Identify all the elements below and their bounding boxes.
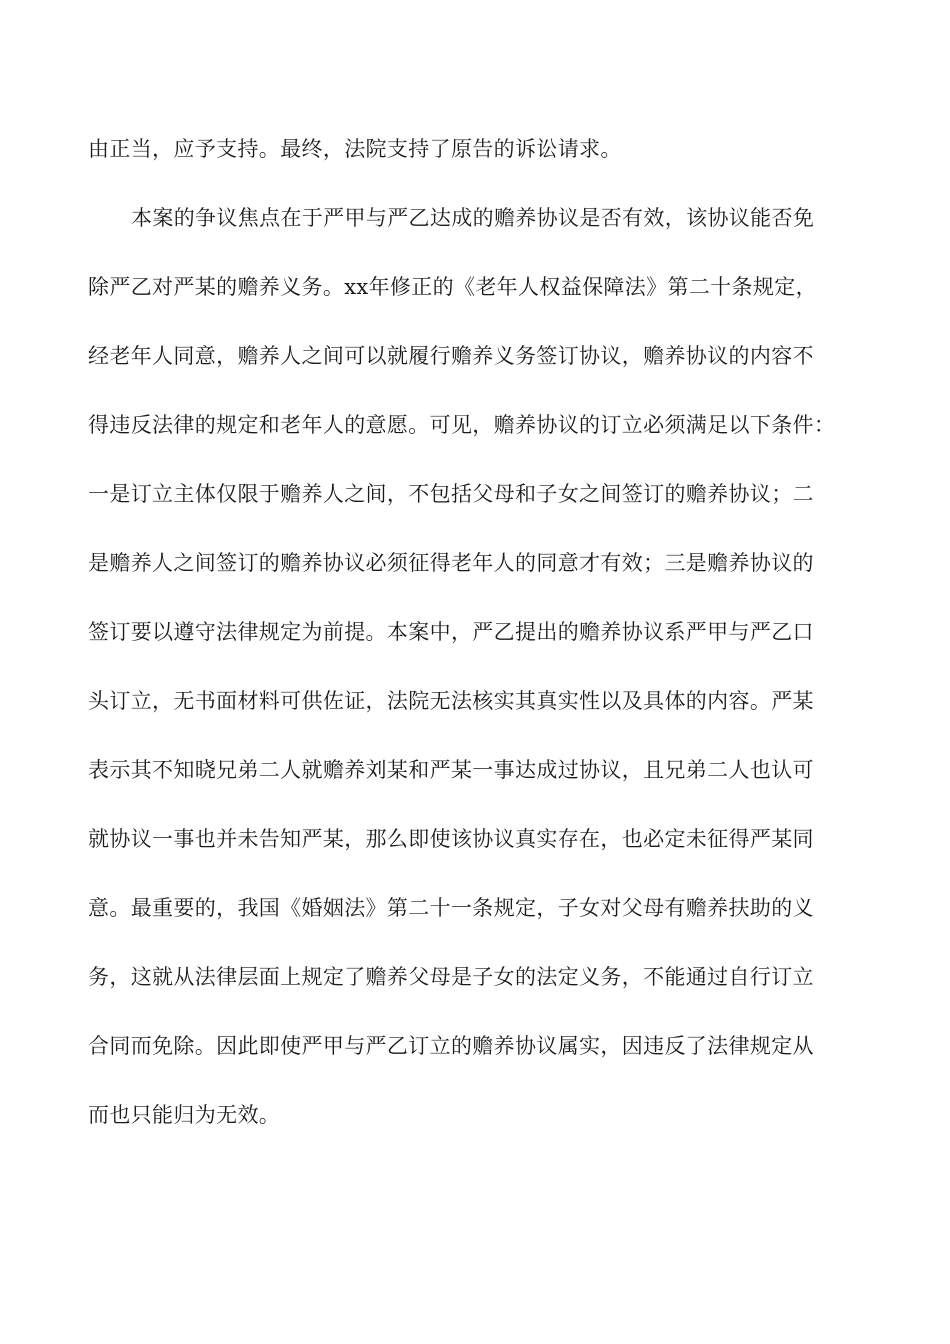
text-line: 签订要以遵守法律规定为前提。本案中，严乙提出的赡养协议系严甲与严乙口 <box>88 620 814 644</box>
text-line: 经老年人同意，赡养人之间可以就履行赡养义务签订协议，赡养协议的内容不 <box>88 344 814 368</box>
text-line: 一是订立主体仅限于赡养人之间，不包括父母和子女之间签订的赡养协议；二 <box>88 482 814 506</box>
text-line: 表示其不知晓兄弟二人就赡养刘某和严某一事达成过协议，且兄弟二人也认可 <box>88 758 814 782</box>
paragraph-first-line: 本案的争议焦点在于严甲与严乙达成的赡养协议是否有效，该协议能否免 <box>131 206 815 230</box>
text-line: 除严乙对严某的赡养义务。xx年修正的《老年人权益保障法》第二十条规定， <box>88 275 817 299</box>
text-line: 而也只能归为无效。 <box>88 1103 281 1127</box>
text-line: 就协议一事也并未告知严某，那么即使该协议真实存在，也必定未征得严某同 <box>88 827 814 851</box>
text-line: 意。最重要的，我国《婚姻法》第二十一条规定，子女对父母有赡养扶助的义 <box>88 896 814 920</box>
text-line: 由正当，应予支持。最终，法院支持了原告的诉讼请求。 <box>88 137 622 161</box>
text-line: 是赡养人之间签订的赡养协议必须征得老年人的同意才有效；三是赡养协议的 <box>88 551 814 575</box>
text-line: 头订立，无书面材料可供佐证，法院无法核实其真实性以及具体的内容。严某 <box>88 689 814 713</box>
text-line: 合同而免除。因此即使严甲与严乙订立的赡养协议属实，因违反了法律规定从 <box>88 1034 814 1058</box>
text-line: 得违反法律的规定和老年人的意愿。可见，赡养协议的订立必须满足以下条件： <box>88 413 836 437</box>
text-line: 务，这就从法律层面上规定了赡养父母是子女的法定义务，不能通过自行订立 <box>88 965 814 989</box>
